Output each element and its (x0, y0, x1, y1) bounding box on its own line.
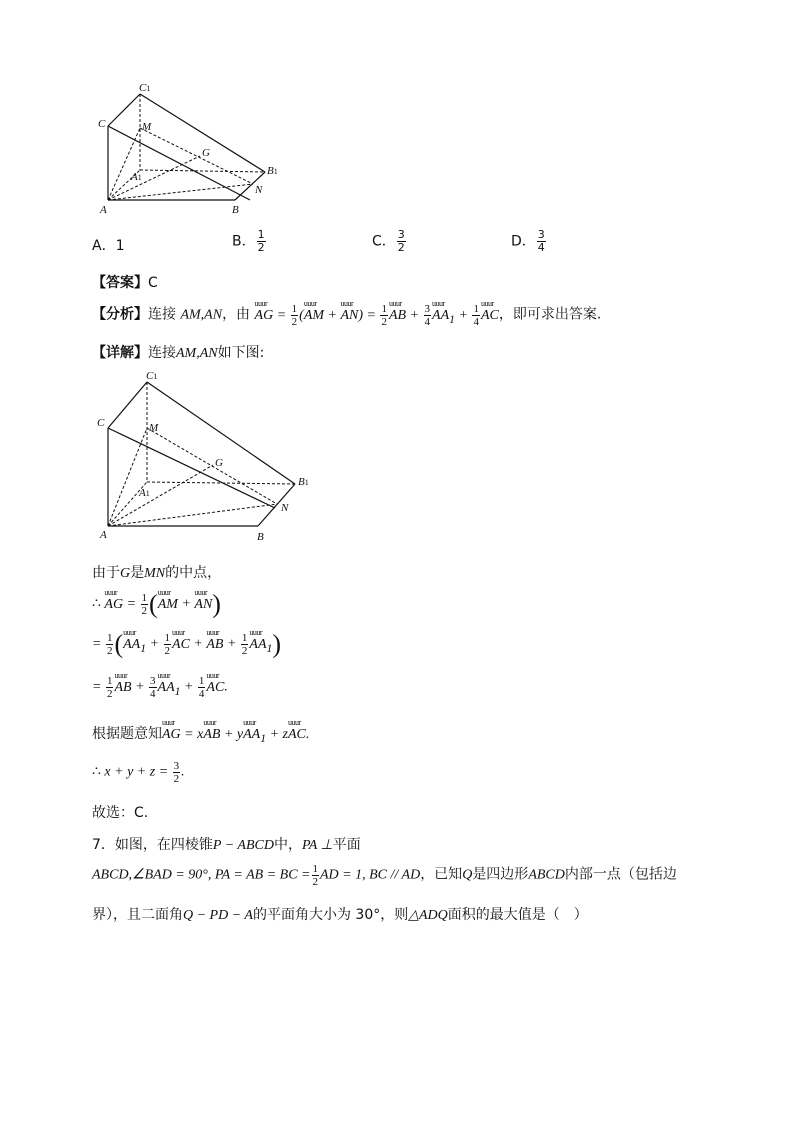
fig2-label-n: N (281, 502, 289, 514)
fig1-label-a1: A1 (131, 171, 142, 183)
option-d[interactable]: D． $\frac{3}{4}$ (511, 228, 545, 254)
analysis-line: 【分析】连接 AM,AN，由 uuur AG = $\frac{1}{2}$ (uuur AM + uuur AN) = $\frac{1}{2}$ uuur AB + $\frac{3}{4}$ uuur $AA_1$ + $\frac{1}{4}$ uuur AC，即可求出答案. (92, 303, 601, 328)
fig2-label-m: M (149, 422, 159, 434)
solution-line-6: ∴ x + y + z = $\frac{3}{2}$ . (92, 760, 185, 785)
fig1-label-b: B (232, 204, 239, 216)
fig2-label-c: C (97, 417, 105, 429)
solution-line-3: = $\frac{1}{2}$ (uuur $AA_1$ + $\frac{1}{2}$ uuur AC + uuur AB + $\frac{1}{2}$ uuur $AA_1$) (92, 632, 281, 657)
solution-line-5: 根据题意知uuur AG = xuuur AB + yuuur $AA_1$ + zuuur AC. (92, 723, 309, 745)
solution-line-4: = $\frac{1}{2}$ uuur AB + $\frac{3}{4}$ uuur $AA_1$ + $\frac{1}{4}$ uuur AC. (92, 675, 228, 700)
option-b[interactable]: B． $\frac{1}{2}$ (232, 228, 265, 254)
fig1-label-a: A (100, 204, 107, 216)
option-a[interactable]: A．1 (92, 238, 125, 254)
solution-line-1: 由于G是MN的中点， (92, 565, 222, 581)
prism-figure-detail (95, 368, 325, 548)
option-c[interactable]: C． $\frac{3}{2}$ (372, 228, 405, 254)
fig1-label-m: M (142, 121, 152, 133)
fig2-label-a1: A1 (139, 487, 150, 499)
fig1-label-n: N (255, 184, 263, 196)
prism-figure-top (95, 80, 295, 220)
fig2-label-a: A (100, 529, 107, 541)
fig1-label-b1: B1 (267, 165, 278, 177)
question7-line-3: 界），且二面角Q − PD − A的平面角大小为 30°，则△ADQ面积的最大值是（ ） (92, 907, 588, 923)
fig2-label-c1: C1 (146, 370, 158, 382)
question7-line-1: 7．如图，在四棱锥P − ABCD中，PA ⊥平面 (92, 837, 361, 853)
fig1-label-g: G (202, 147, 210, 159)
fig1-label-c1: C1 (139, 82, 151, 94)
answer-line: 【答案】C (92, 275, 158, 291)
fig2-label-g: G (215, 457, 223, 469)
fig2-label-b: B (257, 531, 264, 543)
solution-line-2: ∴ uuur AG = $\frac{1}{2}$ (uuur AM + uuur AN) (92, 592, 221, 617)
question7-line-2: ABCD,∠BAD = 90°, PA = AB = BC = $\frac{1}{2}$ AD = 1, BC // AD，已知Q是四边形ABCD内部一点（包括边 (92, 863, 677, 888)
solution-conclusion: 故选：C. (92, 805, 149, 821)
detail-line: 【详解】连接AM,AN如下图: (92, 345, 265, 361)
fig1-label-c: C (98, 118, 106, 130)
fig2-label-b1: B1 (298, 476, 309, 488)
